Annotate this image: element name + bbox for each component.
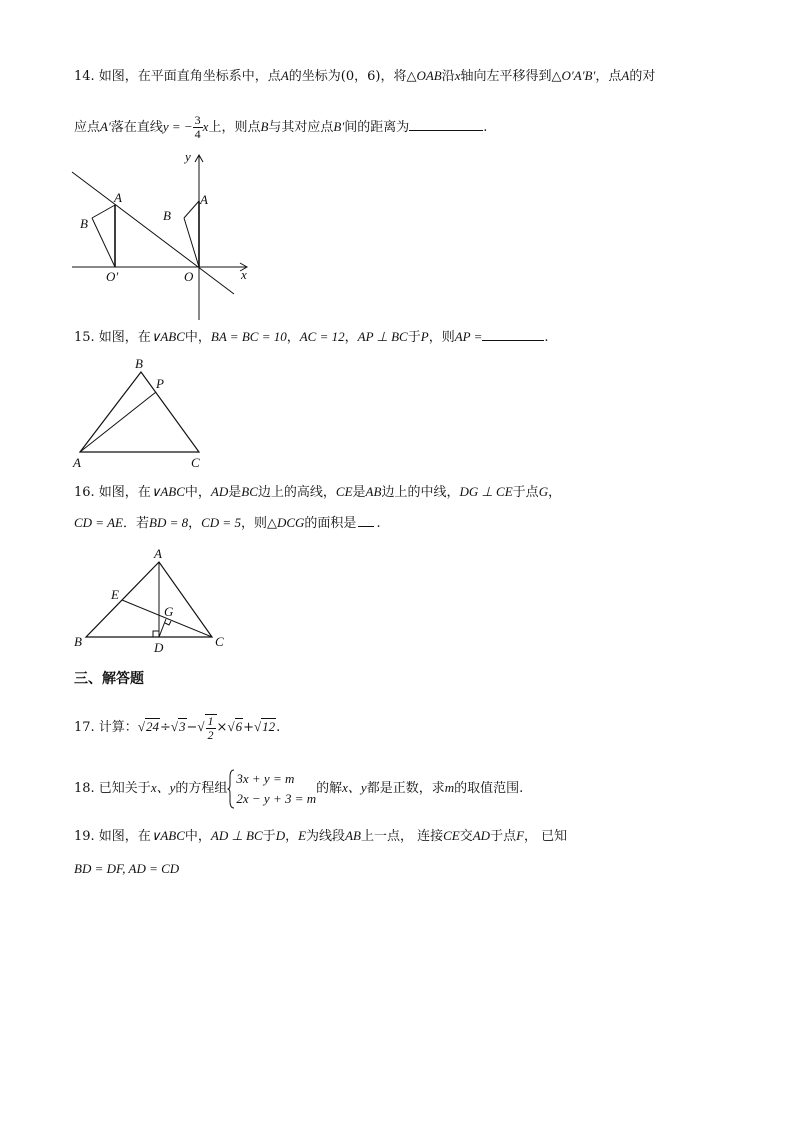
label-E: E bbox=[111, 587, 119, 602]
q14-text: 间的距离为 bbox=[344, 120, 410, 135]
q14-axis: x bbox=[454, 68, 461, 83]
label-y: y bbox=[185, 149, 191, 164]
q14-triangle: OAB bbox=[416, 68, 442, 83]
q19-line-2: BD = DF, AD = CD bbox=[74, 861, 180, 876]
q19-line-1: 19. 如图，在∨ABC中，AD ⊥ BC于D，E为线段AB上一点， 连接CE交AD于点F， 已知 bbox=[74, 828, 568, 844]
segment-AB bbox=[184, 201, 199, 218]
q14-point: B bbox=[260, 119, 269, 134]
q15-eq4: AP = bbox=[454, 329, 483, 344]
label-B: B bbox=[163, 208, 171, 223]
sqrt-6: √6 bbox=[227, 719, 243, 734]
q16-figure bbox=[66, 542, 246, 657]
q14-text: ，点 bbox=[595, 69, 622, 84]
q17-line: 17. 计算：√24÷√3−√ $\frac{1}{2}$ ×√6+√12. bbox=[74, 714, 281, 743]
label-O: O bbox=[184, 269, 194, 284]
label-G: G bbox=[164, 604, 174, 619]
label-A-prime: A bbox=[114, 190, 122, 205]
right-angle-G bbox=[165, 621, 171, 625]
right-angle-D bbox=[153, 631, 159, 637]
q16-line-2: CD = AE．若BD = 8，CD = 5，则△DCG的面积是 . bbox=[74, 515, 381, 531]
q15-line: 15. 如图，在∨ABC中，BA = BC = 10，AC = 12，AP ⊥ BC于P，则AP = . bbox=[74, 329, 549, 345]
triangle-ABC bbox=[86, 562, 212, 637]
q15-eq2: AC = 12 bbox=[299, 329, 345, 344]
segment-DG bbox=[159, 619, 166, 637]
q14-point: A′ bbox=[100, 119, 111, 134]
label-O-prime: O′ bbox=[106, 269, 119, 284]
label-A: A bbox=[73, 455, 81, 470]
segment-AP bbox=[80, 392, 156, 452]
label-A: A bbox=[200, 192, 208, 207]
q18-line: 18. 已知关于x、y的方程组 3x + y = m 2x − y + 3 = m 的解x、y都是正数，求m的取值范围. bbox=[74, 766, 523, 811]
label-D: D bbox=[154, 640, 164, 655]
q15-eq3: AP ⊥ BC bbox=[357, 329, 408, 344]
q14-text: 沿 bbox=[441, 69, 455, 84]
q14-text: 轴向左平移得到△ bbox=[460, 69, 562, 84]
q14-point: B′ bbox=[333, 119, 345, 134]
answer-blank[interactable] bbox=[358, 514, 374, 527]
q15-triangle: ∨ABC bbox=[150, 329, 185, 344]
segment-OB bbox=[184, 218, 199, 267]
segment-O1B1 bbox=[92, 218, 115, 267]
q14-equation: y = − bbox=[162, 119, 193, 134]
q14-triangle-prime: O′A′B′ bbox=[561, 68, 596, 83]
label-C: C bbox=[191, 455, 200, 470]
line-y-neg-3-4x bbox=[72, 172, 234, 294]
q14-line-2: 应点A′落在直线y = − $\frac{3}{4}$ x上，则点B与其对应点B′间的距离为 . bbox=[74, 113, 488, 141]
q16-line-1: 16. 如图，在∨ABC中，AD是BC边上的高线，CE是AB边上的中线，DG ⊥ CE于点G， bbox=[74, 484, 562, 500]
answer-blank[interactable] bbox=[409, 118, 483, 131]
q14-text: 应点 bbox=[74, 120, 101, 135]
label-x: x bbox=[241, 267, 247, 282]
q14-var: x bbox=[202, 119, 209, 134]
sqrt-24: √24 bbox=[137, 719, 159, 734]
q14-point: A bbox=[280, 68, 289, 83]
section-heading: 三、解答题 bbox=[74, 671, 144, 687]
q14-line-1 bbox=[74, 66, 655, 87]
label-P: P bbox=[156, 376, 164, 391]
q14-text: 落在直线 bbox=[110, 120, 163, 135]
q14-fraction: $\frac{3}{4}$ bbox=[194, 113, 201, 141]
sqrt-3: √3 bbox=[170, 719, 186, 734]
label-B-prime: B bbox=[80, 216, 88, 231]
q14-text: 的对 bbox=[629, 69, 656, 84]
q14-text: 上，则点 bbox=[208, 120, 261, 135]
brace-icon bbox=[227, 769, 235, 809]
label-B: B bbox=[135, 356, 143, 371]
label-A: A bbox=[154, 546, 162, 561]
label-C: C bbox=[215, 634, 224, 649]
q15-eq1: BA = BC = 10 bbox=[210, 329, 287, 344]
q14-point: A bbox=[621, 68, 630, 83]
q14-text: 14. 如图，在平面直角坐标系中，点 bbox=[74, 69, 281, 84]
answer-blank[interactable] bbox=[482, 328, 544, 341]
q14-figure bbox=[60, 145, 260, 325]
label-B: B bbox=[74, 634, 82, 649]
q14-text: 与其对应点 bbox=[268, 120, 334, 135]
sqrt-half: √ $\frac{1}{2}$ bbox=[197, 719, 216, 734]
triangle-ABC bbox=[80, 372, 199, 452]
sqrt-12: √12 bbox=[254, 719, 276, 734]
q15-figure bbox=[66, 352, 216, 472]
equation-system: 3x + y = m 2x − y + 3 = m bbox=[227, 769, 316, 809]
segment-A1B1 bbox=[92, 205, 115, 218]
q14-text: 的坐标为(0，6)，将△ bbox=[288, 69, 417, 84]
